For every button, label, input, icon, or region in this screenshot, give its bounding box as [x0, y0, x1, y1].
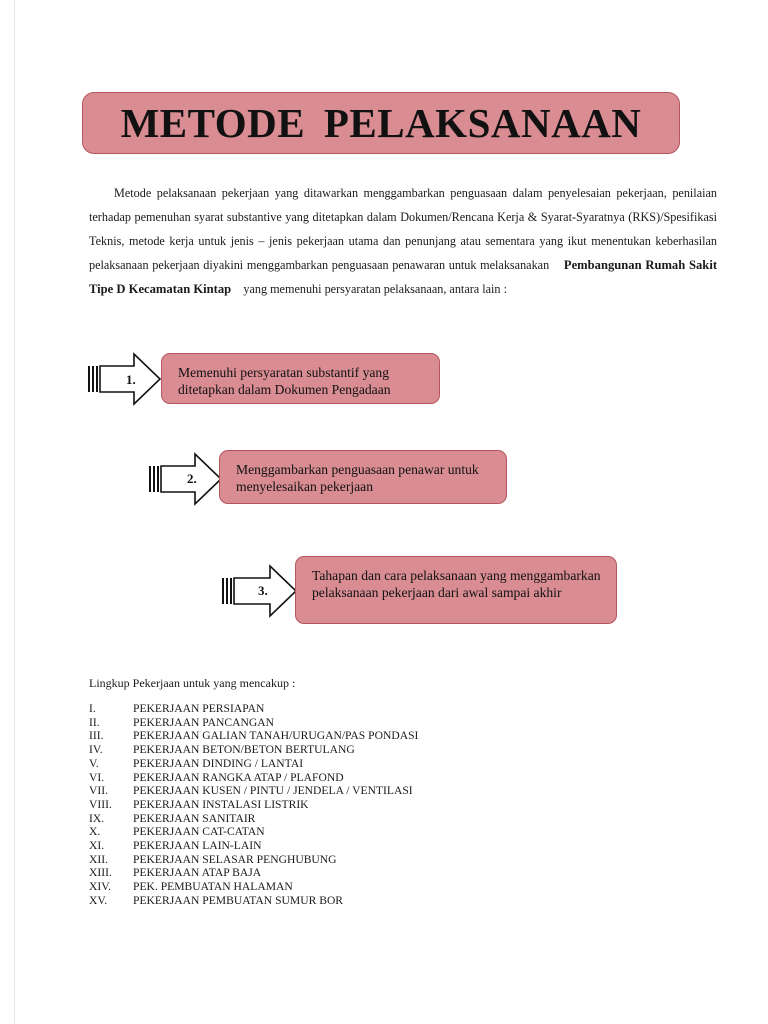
list-item [89, 812, 418, 826]
step-box-1 [161, 353, 440, 404]
item-label: PEKERJAAN KUSEN / PINTU / JENDELA / VENTILASI [133, 784, 413, 798]
item-number: II. [89, 715, 100, 729]
item-label: PEKERJAAN GALIAN TANAH/URUGAN/PAS PONDASI [133, 729, 419, 743]
step-text-1: Memenuhi persyaratan substantif yang ditetapkan dalam Dokumen Pengadaan [178, 365, 391, 397]
page-title: METODE PELAKSANAAN [120, 100, 642, 146]
item-number: V. [89, 756, 99, 770]
list-item [89, 757, 418, 771]
item-label: PEKERJAAN DINDING / LANTAI [133, 756, 304, 770]
item-label: PEK. PEMBUATAN HALAMAN [133, 880, 293, 894]
list-item [89, 771, 418, 785]
list-item [89, 702, 418, 716]
list-item [89, 743, 418, 757]
scope-title: Lingkup Pekerjaan untuk yang mencakup : [89, 676, 296, 690]
step-number-3: 3. [258, 583, 268, 598]
intro-text-before: Metode pelaksanaan pekerjaan yang ditawarkan menggambarkan penguasaan dalam penyelesaian pekerjaan, penilaian terhadap pemenuhan syarat substantive yang ditetapkan dalam Dokumen/Rencana Kerja & Syarat-Syaratnya (RKS)/Spesifikasi Teknis, metode kerja untuk jenis – jenis pekerjaan utama dan penunjang atau sementara yang ikut menentukan keberhasilan pelaksanaan pekerjaan diyakini menggambarkan penguasaan penawaran untuk melaksanakan [89, 186, 717, 272]
step-box-2 [219, 450, 507, 504]
item-number: XV. [89, 893, 108, 907]
item-number: X. [89, 825, 101, 839]
page-edge [14, 0, 15, 1024]
item-label: PEKERJAAN PEMBUATAN SUMUR BOR [133, 893, 344, 907]
list-item [89, 894, 418, 908]
item-label: PEKERJAAN RANGKA ATAP / PLAFOND [133, 770, 344, 784]
list-item [89, 784, 418, 798]
step-box-3 [295, 556, 617, 624]
item-number: IX. [89, 811, 105, 825]
item-number: I. [89, 702, 96, 715]
step-text-3: Tahapan dan cara pelaksanaan yang menggambarkan pelaksanaan pekerjaan dari awal sampai akhir [312, 568, 601, 600]
step-number-2: 2. [187, 471, 197, 486]
intro-text-after: yang memenuhi persyaratan pelaksanaan, antara lain : [243, 282, 507, 296]
item-number: IV. [89, 743, 103, 757]
item-number: VI. [89, 770, 105, 784]
scope-list [89, 702, 418, 908]
list-item [89, 839, 418, 853]
arrow-right-icon [147, 452, 225, 506]
item-number: III. [89, 729, 104, 743]
item-number: XIV. [89, 880, 112, 894]
item-label: PEKERJAAN SELASAR PENGHUBUNG [133, 852, 337, 866]
list-item [89, 825, 418, 839]
item-number: XII. [89, 852, 108, 866]
item-label: PEKERJAAN CAT-CATAN [133, 825, 265, 839]
project-name: Pembangunan Rumah Sakit Tipe D Kecamatan Kintap [89, 258, 718, 296]
item-label: PEKERJAAN SANITAIR [133, 811, 256, 825]
list-item [89, 866, 418, 880]
list-item [89, 729, 418, 743]
item-label: PEKERJAAN LAIN-LAIN [133, 839, 262, 853]
list-item [89, 853, 418, 867]
step-text-2: Menggambarkan penguasaan penawar untuk menyelesaikan pekerjaan [236, 462, 479, 494]
item-number: VIII. [89, 797, 112, 811]
item-label: PEKERJAAN PANCANGAN [133, 715, 274, 729]
item-number: XIII. [89, 866, 112, 880]
item-label: PEKERJAAN INSTALASI LISTRIK [133, 797, 309, 811]
item-label: PEKERJAAN ATAP BAJA [133, 866, 262, 880]
item-label: PEKERJAAN PERSIAPAN [133, 702, 265, 715]
item-number: VII. [89, 784, 108, 798]
list-item [89, 798, 418, 812]
list-item [89, 716, 418, 730]
step-number-1: 1. [126, 372, 136, 387]
item-number: XI. [89, 839, 105, 853]
intro-paragraph [89, 181, 717, 301]
title-banner [82, 92, 680, 154]
arrow-right-icon [86, 352, 164, 406]
list-item [89, 880, 418, 894]
item-label: PEKERJAAN BETON/BETON BERTULANG [133, 743, 355, 757]
